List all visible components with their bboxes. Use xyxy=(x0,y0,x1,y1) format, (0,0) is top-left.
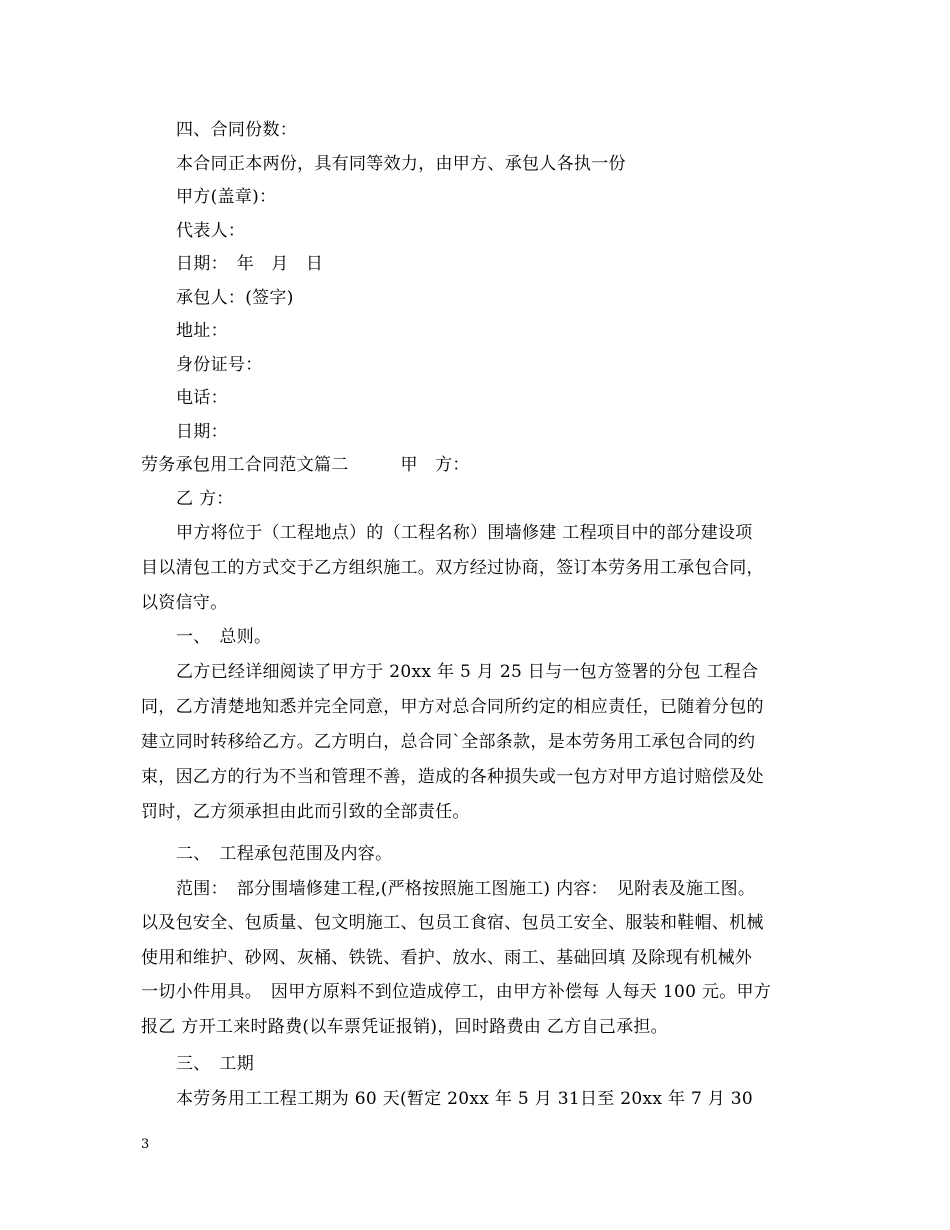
section-heading-schedule: 三、 工期 xyxy=(176,1054,254,1074)
paragraph-line: 罚时，乙方须承担由此而引致的全部责任。 xyxy=(141,802,470,822)
paragraph-line: 使用和维护、砂网、灰桶、铁铣、看护、放水、雨工、基础回填 及除现有机械外 xyxy=(141,948,753,968)
paragraph-line: 甲方将位于（工程地点）的（工程名称）围墙修建 工程项目中的部分建设项 xyxy=(176,523,753,543)
section-heading-scope: 二、 工程承包范围及内容。 xyxy=(176,844,393,864)
section-heading-copies: 四、合同份数： xyxy=(176,120,298,140)
signature-date-2: 日期： xyxy=(176,422,228,442)
paragraph-line: 以及包安全、包质量、包文明施工、包员工食宿、包员工安全、服装和鞋帽、机械 xyxy=(141,913,764,933)
paragraph-copies: 本合同正本两份，具有同等效力，由甲方、承包人各执一份 xyxy=(176,154,626,174)
signature-contractor: 承包人：(签字) xyxy=(176,288,294,308)
page-number: 3 xyxy=(141,1137,150,1152)
paragraph-line: 报乙 方开工来时路费(以车票凭证报销)，回时路费由 乙方自己承担。 xyxy=(141,1017,668,1037)
section-heading-general: 一、 总则。 xyxy=(176,627,272,647)
paragraph-line: 目以清包工的方式交于乙方组织施工。双方经过协商，签订本劳务用工承包合同， xyxy=(141,558,764,578)
signature-id-number: 身份证号： xyxy=(176,355,263,375)
paragraph-line: 束，因乙方的行为不当和管理不善，造成的各种损失或一包方对甲方追讨赔偿及处 xyxy=(141,767,764,787)
paragraph-line: 本劳务用工工程工期为 60 天(暂定 20xx 年 5 月 31日至 20xx 年 7 月 30 xyxy=(176,1089,754,1109)
signature-party-a: 甲方(盖章)： xyxy=(176,187,277,207)
paragraph-line: 乙方已经详细阅读了甲方于 20xx 年 5 月 25 日与一包方签署的分包 工程合 xyxy=(176,662,759,682)
paragraph-line: 范围： 部分围墙修建工程,(严格按照施工图施工) 内容： 见附表及施工图。 xyxy=(176,879,756,899)
signature-address: 地址： xyxy=(176,321,228,341)
party-b-line: 乙 方： xyxy=(176,489,234,509)
paragraph-line: 同，乙方清楚地知悉并完全同意，甲方对总合同所约定的相应责任，已随着分包的 xyxy=(141,697,764,717)
paragraph-line: 建立同时转移给乙方。乙方明白，总合同`全部条款，是本劳务用工承包合同的约 xyxy=(141,732,756,752)
signature-date: 日期： 年 月 日 xyxy=(176,254,324,274)
document-title-line: 劳务承包用工合同范文篇二 甲 方： xyxy=(141,455,470,475)
signature-phone: 电话： xyxy=(176,388,228,408)
signature-representative: 代表人： xyxy=(176,221,246,241)
paragraph-line: 一切小件用具。 因甲方原料不到位造成停工，由甲方补偿每 人每天 100 元。甲方 xyxy=(141,982,772,1002)
paragraph-line: 以资信守。 xyxy=(141,593,228,613)
